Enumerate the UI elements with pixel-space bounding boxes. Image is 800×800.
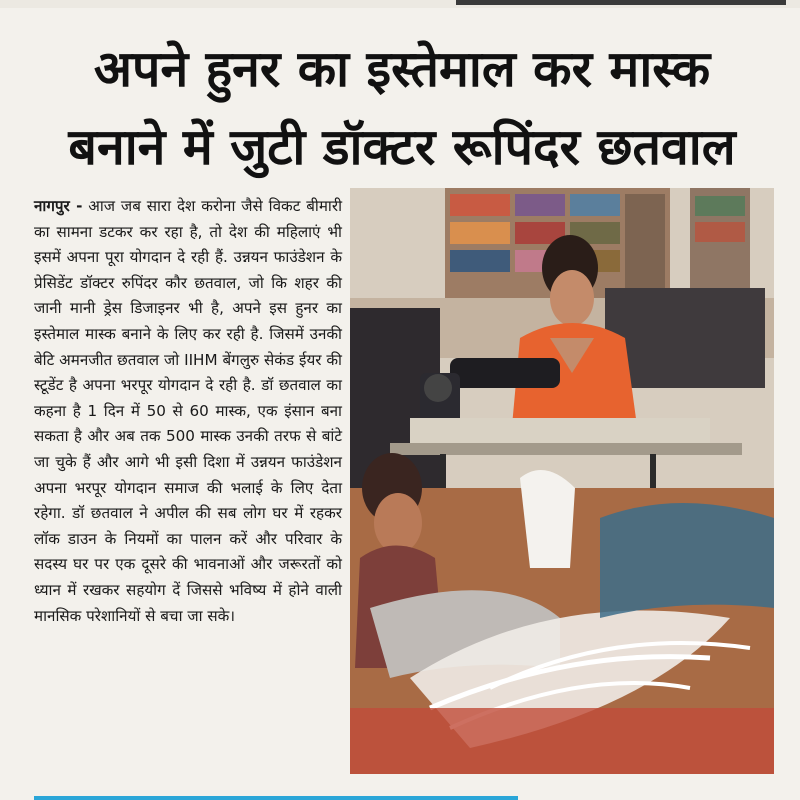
margin-marker: [0, 0, 14, 60]
previous-article-photo-edge: [456, 0, 786, 5]
headline: [22, 30, 782, 186]
article-body: [34, 194, 342, 629]
news-photo: [350, 188, 774, 774]
bottom-rule: [34, 796, 518, 800]
photo-illustration: [350, 188, 774, 774]
headline-line-1: अपने हुनर का इस्तेमाल कर मास्क: [93, 40, 711, 98]
headline-line-2: बनाने में जुटी डॉक्टर रूपिंदर छतवाल: [68, 118, 736, 176]
dateline: नागपुर -: [34, 197, 83, 215]
previous-article-strip: [0, 0, 800, 8]
article-text: आज जब सारा देश करोना जैसे विकट बीमारी का सामना डटकर कर रहा है, तो देश की महिलाएं भी इसमें अपना पूरा योगदान दे रही हैं. उन्नयन फाउंडेशन के प्रेसिडेंट डॉक्टर रुपिंदर कौर छतवाल, जो कि शहर की जानी मानी ड्रेस डिजाइनर भी है, अपने इस हुनर का इस्तेमाल मास्क बनाने के लिए कर रही है. जिसमें उनकी बेटि अमनजीत छतवाल जो IIHM बेंगलुरु सेकंड ईयर की स्टूडेंट है अपना भरपूर योगदान दे रही है. डॉ छतवाल का कहना है 1 दिन में 50 से 60 मास्क, एक इंसान बना सकता है और अब तक 500 मास्क उनकी तरफ से बांटे जा चुके हैं और आगे भी इसी दिशा में उन्नयन फाउंडेशन अपना भरपूर योगदान समाज की भलाई के लिए देता रहेगा. डॉ छतवाल ने अपील की सब लोग घर में रहकर लॉक डाउन के नियमों का पालन करें और परिवार के सदस्य घर पर एक दूसरे की भावनाओं और जरूरतों को ध्यान में रखकर सहयोग दें जिससे भविष्य में होने वाली मानसिक परेशानियों से बचा जा सके।: [34, 197, 342, 625]
